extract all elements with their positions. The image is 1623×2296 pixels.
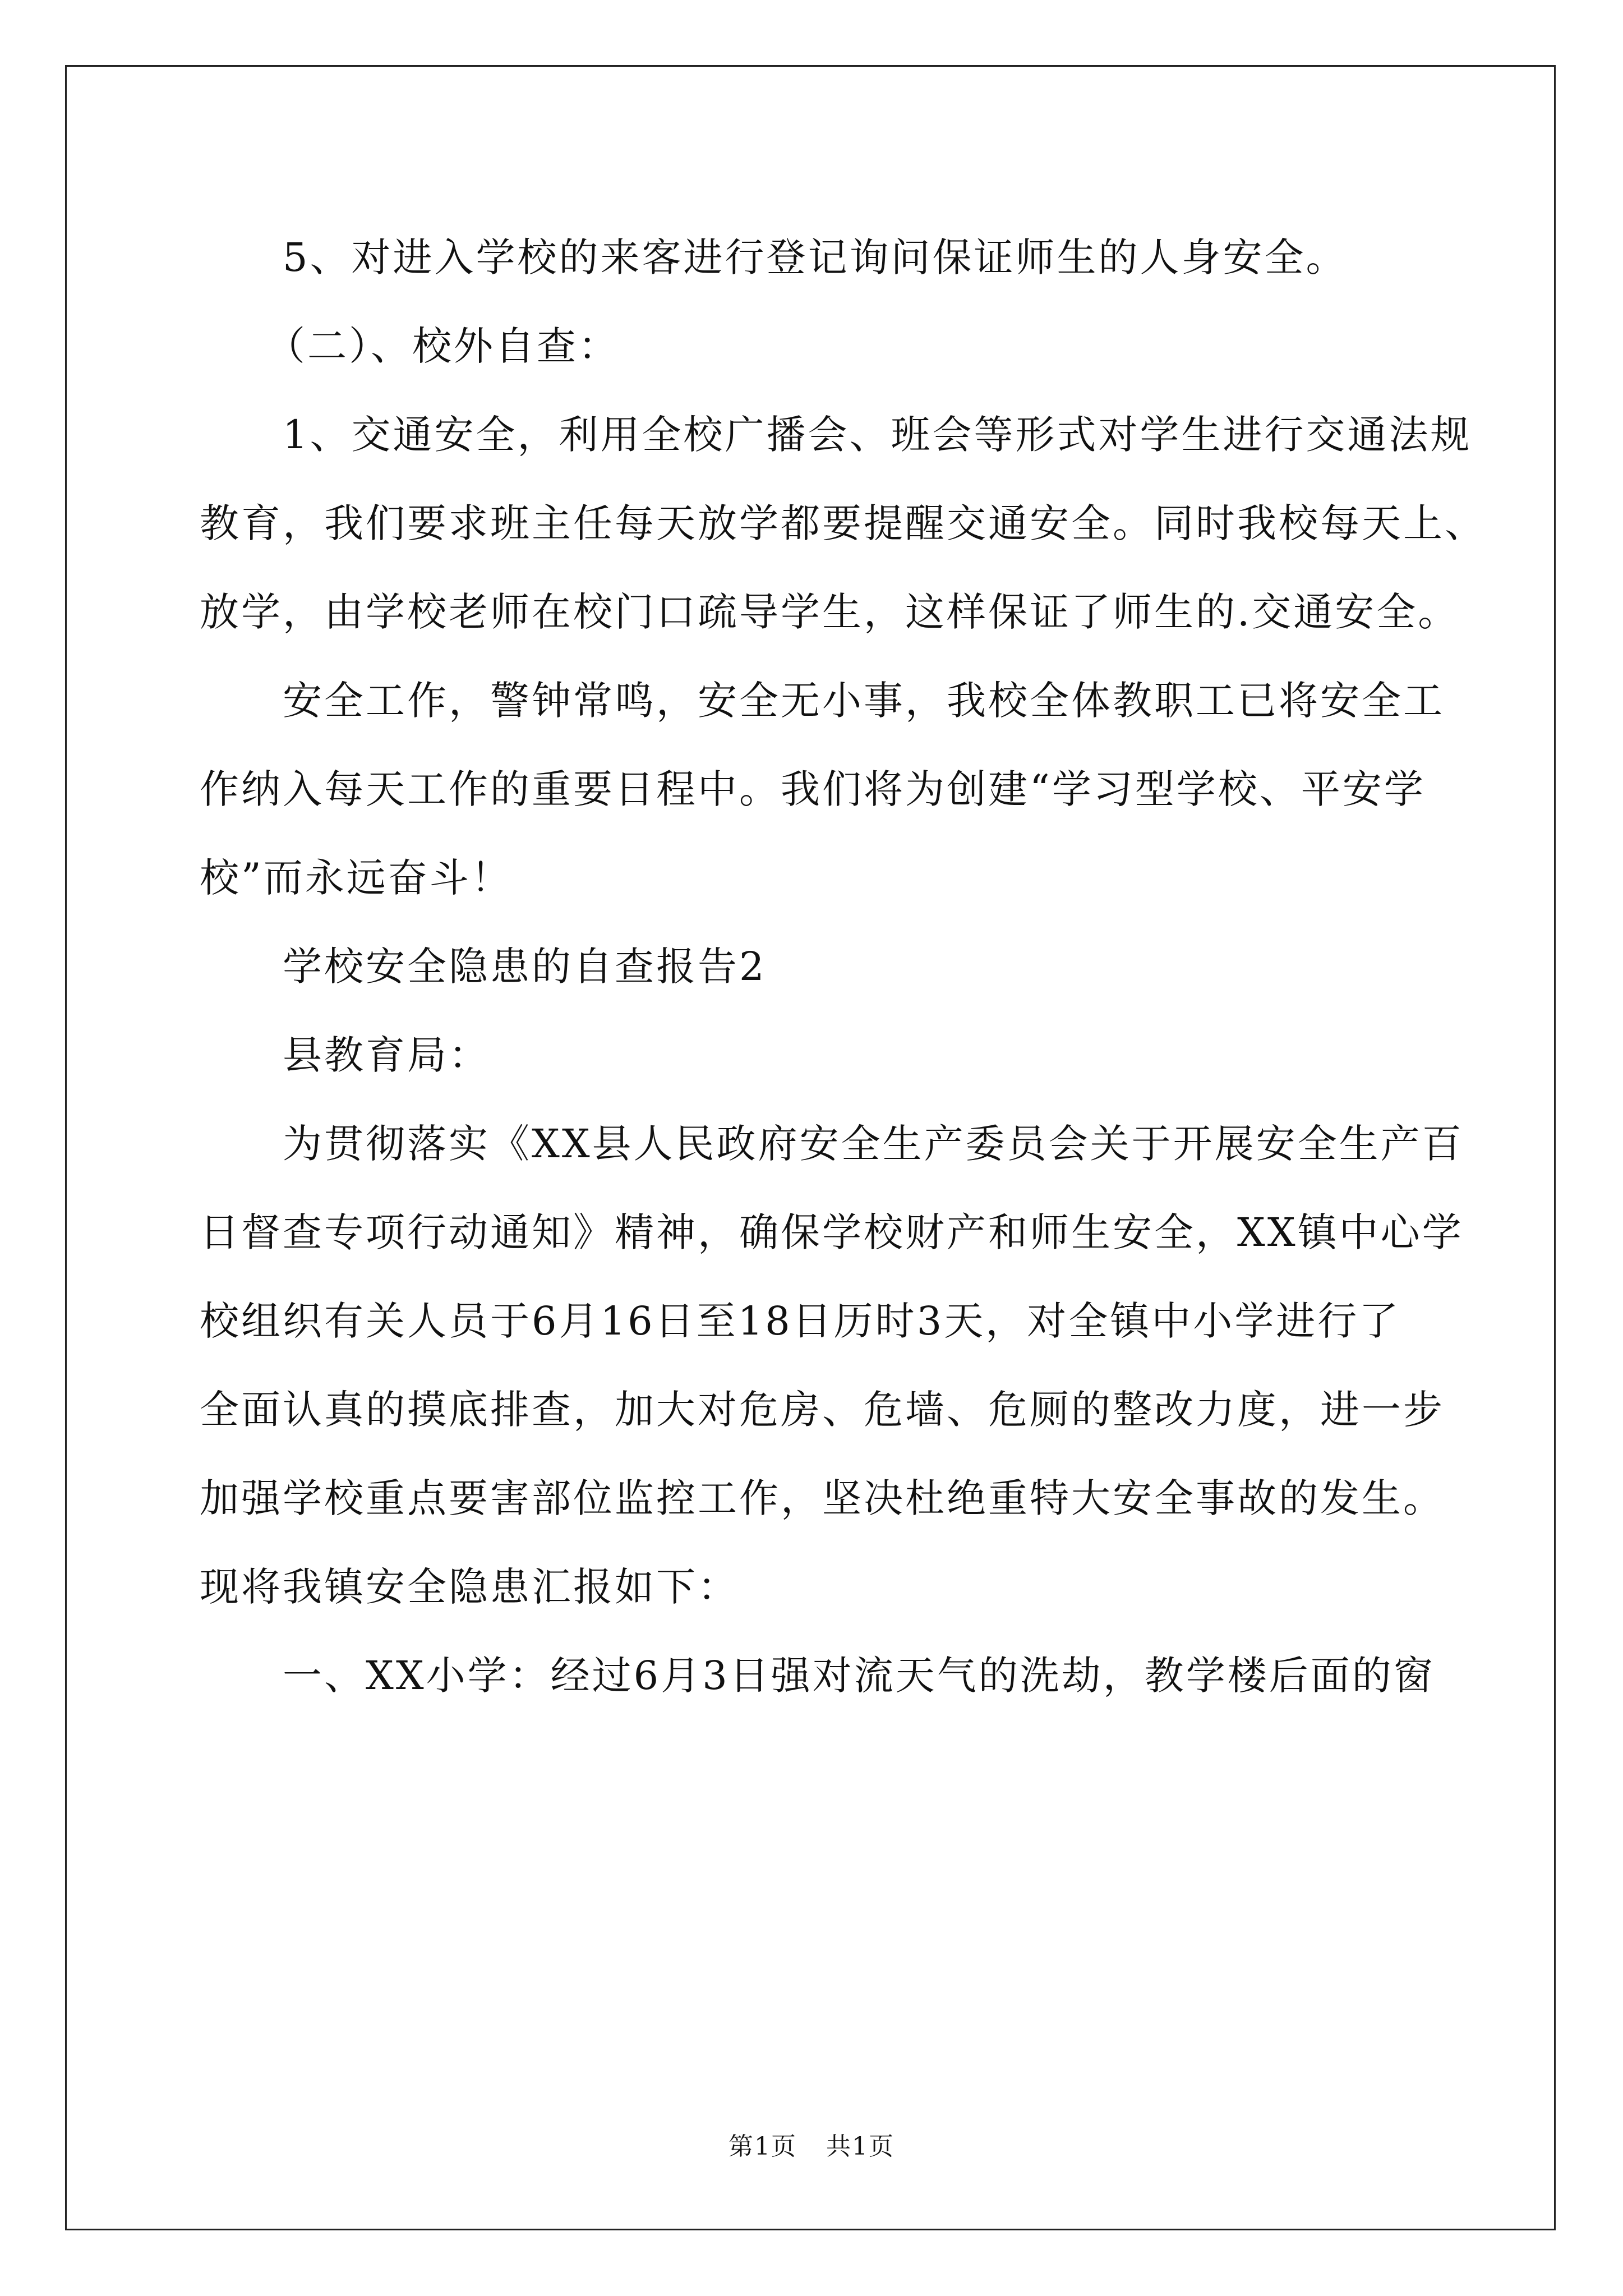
paragraph-line: 校组织有关人员于6月16日至18日历时3天，对全镇中小学进行了 — [200, 1298, 1401, 1344]
paragraph-line: 5、对进入学校的来客进行登记询问保证师生的人身安全。 — [283, 234, 1348, 280]
paragraph-line: 为贯彻落实《XX县人民政府安全生产委员会关于开展安全生产百 — [283, 1121, 1464, 1167]
salutation: 县教育局： — [283, 1032, 490, 1078]
paragraph-line: 一、XX小学：经过6月3日强对流天气的洗劫，教学楼后面的窗 — [283, 1653, 1435, 1699]
paragraph-line: 教育，我们要求班主任每天放学都要提醒交通安全。同时我校每天上、 — [200, 500, 1486, 546]
paragraph-line: 日督查专项行动通知》精神，确保学校财产和师生安全，XX镇中心学 — [200, 1209, 1464, 1255]
paragraph-line: 加强学校重点要害部位监控工作，坚决杜绝重特大安全事故的发生。 — [200, 1475, 1445, 1521]
paragraph-line: 现将我镇安全隐患汇报如下： — [200, 1564, 739, 1610]
paragraph-line: 全面认真的摸底排查，加大对危房、危墙、危厕的整改力度，进一步 — [200, 1387, 1445, 1433]
document-body — [200, 213, 1486, 1720]
section-heading: （二）、校外自查： — [266, 323, 620, 369]
paragraph-line: 校”而永远奋斗！ — [200, 855, 513, 901]
paragraph-line: 1、交通安全，利用全校广播会、班会等形式对学生进行交通法规 — [283, 412, 1472, 458]
paragraph-line: 作纳入每天工作的重要日程中。我们将为创建“学习型学校、平安学 — [200, 766, 1426, 812]
paragraph-line: 安全工作，警钟常鸣，安全无小事，我校全体教职工已将安全工 — [283, 678, 1445, 724]
paragraph-line: 放学，由学校老师在校门口疏导学生，这样保证了师生的.交通安全。 — [200, 589, 1460, 635]
page-number: 第1页 — [728, 2132, 797, 2161]
page-footer — [0, 2126, 1623, 2162]
page-total: 共1页 — [826, 2132, 895, 2161]
report-title: 学校安全隐患的自查报告2 — [283, 944, 767, 990]
